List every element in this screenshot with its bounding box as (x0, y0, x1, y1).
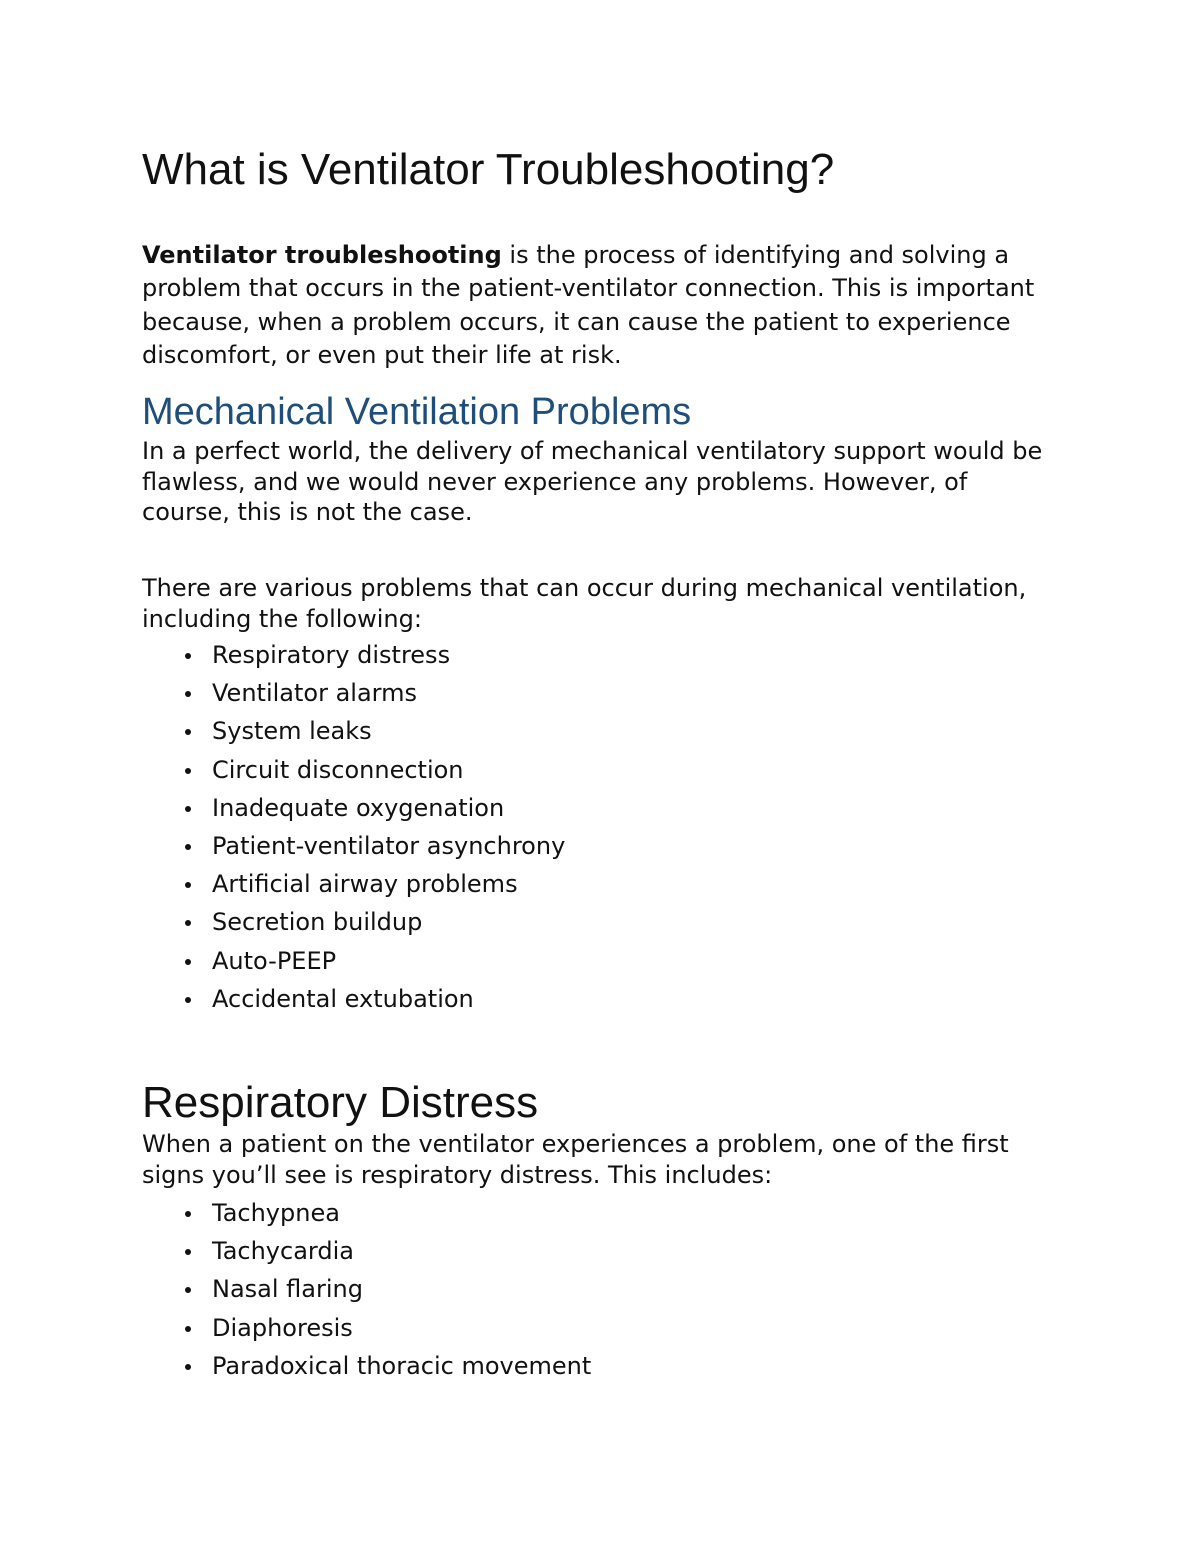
list-item: System leaks (142, 716, 565, 754)
list-item: Ventilator alarms (142, 678, 565, 716)
intro-bold-term: Ventilator troubleshooting (142, 241, 502, 269)
perfect-world-paragraph: In a perfect world, the delivery of mechanical ventilatory support would be flawless, and we would never experience any problems. However, of course, this is not the case. (142, 437, 1043, 526)
list-item: Circuit disconnection (142, 755, 565, 793)
various-problems-paragraph: There are various problems that can occur during mechanical ventilation, including the following: (142, 574, 1027, 633)
respiratory-distress-heading: Respiratory Distress (142, 1078, 539, 1127)
page-title: What is Ventilator Troubleshooting? (142, 145, 835, 194)
problems-list (142, 640, 565, 1022)
distress-signs-list (142, 1198, 591, 1389)
intro-paragraph (142, 239, 1052, 372)
list-item: Secretion buildup (142, 907, 565, 945)
distress-paragraph: When a patient on the ventilator experiences a problem, one of the first signs you’ll see is respiratory distress. This includes: (142, 1130, 1009, 1189)
list-item: Nasal flaring (142, 1274, 591, 1312)
list-item: Respiratory distress (142, 640, 565, 678)
mechanical-ventilation-heading: Mechanical Ventilation Problems (142, 391, 692, 433)
list-item: Patient-ventilator asynchrony (142, 831, 565, 869)
list-item: Artificial airway problems (142, 869, 565, 907)
list-item: Diaphoresis (142, 1313, 591, 1351)
list-item: Inadequate oxygenation (142, 793, 565, 831)
list-item: Tachypnea (142, 1198, 591, 1236)
intro-text: is the process of identifying and solving a problem that occurs in the patient-ventilator connection. This is important because, when a problem occurs, it can cause the patient to experience discomfort, or even put their life at risk. (142, 241, 1035, 369)
list-item: Auto-PEEP (142, 946, 565, 984)
list-item: Accidental extubation (142, 984, 565, 1022)
list-item: Tachycardia (142, 1236, 591, 1274)
list-item: Paradoxical thoracic movement (142, 1351, 591, 1389)
